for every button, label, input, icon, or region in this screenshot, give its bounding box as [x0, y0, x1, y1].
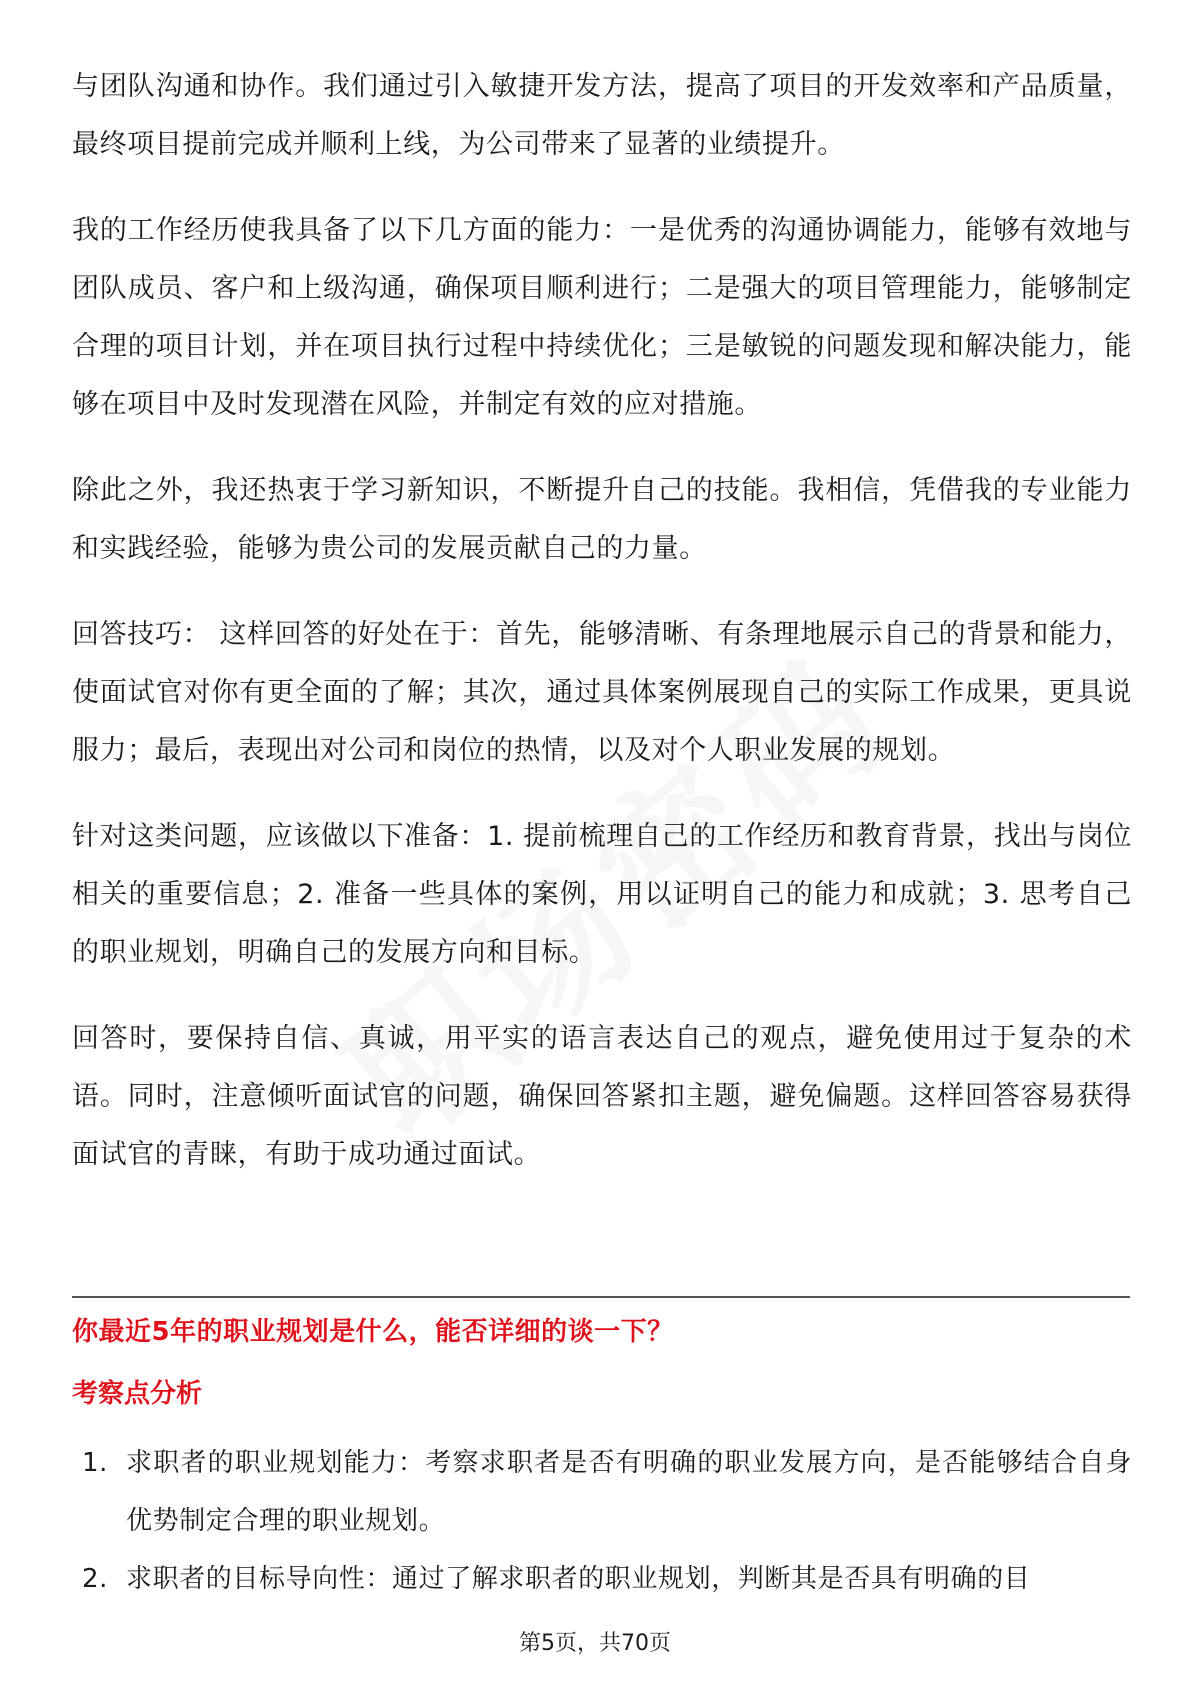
paragraph-preparation: 针对这类问题，应该做以下准备：1. 提前梳理自己的工作经历和教育背景，找出与岗位相关的重要信息；2. 准备一些具体的案例，用以证明自己的能力和成就；3. 思考自己的职业规划，明确自己的发展方向和目标。: [72, 821, 1132, 968]
paragraph-answer-advice: 回答时，要保持自信、真诚，用平实的语言表达自己的观点，避免使用过于复杂的术语。同时，注意倾听面试官的问题，确保回答紧扣主题，避免偏题。这样回答容易获得面试官的青睐，有助于成功通过面试。: [72, 1023, 1132, 1170]
question-heading: 你最近5年的职业规划是什么，能否详细的谈一下？: [72, 1317, 674, 1347]
list-item-number: 2.: [81, 1564, 108, 1594]
page-footer: 第5页，共70页: [519, 1631, 671, 1656]
list-item: [72, 1550, 1132, 1608]
body-content: [72, 58, 1132, 1212]
section-title: 考察点分析: [72, 1379, 203, 1409]
list-item-text: 求职者的职业规划能力：考察求职者是否有明确的职业发展方向，是否能够结合自身优势制定合理的职业规划。: [126, 1448, 1132, 1536]
list-item: [72, 1434, 1132, 1550]
analysis-list: [72, 1434, 1132, 1608]
section-divider: [72, 1296, 1130, 1298]
paragraph-1: 与团队沟通和协作。我们通过引入敏捷开发方法，提高了项目的开发效率和产品质量，最终项目提前完成并顺利上线，为公司带来了显著的业绩提升。: [72, 71, 1132, 160]
paragraph-2: 我的工作经历使我具备了以下几方面的能力：一是优秀的沟通协调能力，能够有效地与团队成员、客户和上级沟通，确保项目顺利进行；二是强大的项目管理能力，能够制定合理的项目计划，并在项目执行过程中持续优化；三是敏锐的问题发现和解决能力，能够在项目中及时发现潜在风险，并制定有效的应对措施。: [72, 215, 1132, 420]
list-item-number: 1.: [81, 1448, 108, 1478]
paragraph-answer-tips: 回答技巧： 这样回答的好处在于：首先，能够清晰、有条理地展示自己的背景和能力，使面试官对你有更全面的了解；其次，通过具体案例展现自己的实际工作成果，更具说服力；最后，表现出对公司和岗位的热情，以及对个人职业发展的规划。: [72, 619, 1132, 766]
paragraph-3: 除此之外，我还热衷于学习新知识，不断提升自己的技能。我相信，凭借我的专业能力和实践经验，能够为贵公司的发展贡献自己的力量。: [72, 475, 1132, 564]
list-item-text: 求职者的目标导向性：通过了解求职者的职业规划，判断其是否具有明确的目: [126, 1564, 1031, 1594]
